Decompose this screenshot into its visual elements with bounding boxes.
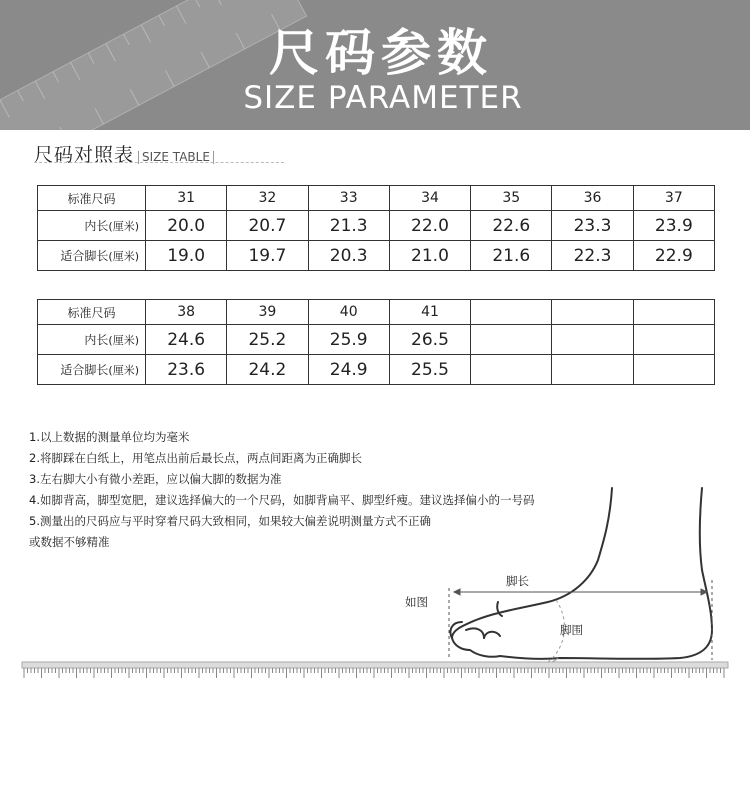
unit-label: (厘米) bbox=[108, 250, 139, 263]
size-cell: 38 bbox=[146, 300, 227, 325]
value-cell: 25.9 bbox=[308, 325, 389, 355]
value-cell bbox=[552, 325, 633, 355]
value-cell: 23.3 bbox=[552, 211, 633, 241]
value-cell: 19.7 bbox=[227, 241, 308, 271]
section-title-en: SIZE TABLE bbox=[138, 151, 214, 164]
value-cell: 20.7 bbox=[227, 211, 308, 241]
table-row bbox=[38, 241, 715, 271]
size-table-2 bbox=[37, 299, 715, 385]
value-cell: 21.0 bbox=[389, 241, 470, 271]
value-cell: 22.6 bbox=[471, 211, 552, 241]
value-cell: 20.0 bbox=[146, 211, 227, 241]
value-cell: 23.9 bbox=[633, 211, 714, 241]
size-cell bbox=[552, 300, 633, 325]
note-item: 或数据不够精准 bbox=[29, 535, 110, 549]
page-title: 尺码参数 bbox=[269, 24, 493, 82]
note-item: 4.如脚背高，脚型宽肥，建议选择偏大的一个尺码，如脚背扁平、脚型纤瘦。建议选择偏小的一号码 bbox=[29, 493, 535, 507]
size-cell: 41 bbox=[389, 300, 470, 325]
row-label bbox=[38, 355, 146, 385]
header-banner bbox=[0, 0, 750, 130]
section-title: 尺码对照表 bbox=[34, 144, 135, 166]
value-cell: 22.9 bbox=[633, 241, 714, 271]
size-cell: 35 bbox=[471, 186, 552, 211]
section-divider bbox=[34, 162, 284, 163]
value-cell bbox=[471, 325, 552, 355]
size-cell: 33 bbox=[308, 186, 389, 211]
size-cell bbox=[471, 300, 552, 325]
size-cell bbox=[633, 300, 714, 325]
note-item: 3.左右脚大小有微小差距，应以偏大脚的数据为准 bbox=[29, 472, 282, 486]
table-row bbox=[38, 325, 715, 355]
value-cell bbox=[633, 325, 714, 355]
example-label: 如图 bbox=[405, 595, 428, 609]
size-cell: 40 bbox=[308, 300, 389, 325]
value-cell: 22.0 bbox=[389, 211, 470, 241]
value-cell bbox=[471, 355, 552, 385]
page-subtitle: SIZE PARAMETER bbox=[243, 80, 523, 116]
value-cell: 21.3 bbox=[308, 211, 389, 241]
unit-label: (厘米) bbox=[108, 364, 139, 377]
foot-length-dimension-icon bbox=[449, 580, 712, 660]
row-label: 标准尺码 bbox=[38, 300, 146, 325]
ruler-icon bbox=[22, 662, 728, 678]
value-cell: 24.2 bbox=[227, 355, 308, 385]
foot-measure-illustration bbox=[0, 480, 750, 710]
row-label-text: 适合脚长 bbox=[60, 249, 109, 263]
value-cell: 24.6 bbox=[146, 325, 227, 355]
row-label: 标准尺码 bbox=[38, 186, 146, 211]
table-row bbox=[38, 300, 715, 325]
foot-length-label: 脚长 bbox=[506, 574, 529, 588]
size-cell: 36 bbox=[552, 186, 633, 211]
row-label bbox=[38, 211, 146, 241]
note-item: 5.测量出的尺码应与平时穿着尺码大致相同，如果较大偏差说明测量方式不正确 bbox=[29, 514, 431, 528]
size-cell: 31 bbox=[146, 186, 227, 211]
unit-label: (厘米) bbox=[108, 220, 139, 233]
value-cell: 20.3 bbox=[308, 241, 389, 271]
table-row bbox=[38, 186, 715, 211]
foot-girth-label: 脚围 bbox=[560, 623, 583, 637]
value-cell bbox=[633, 355, 714, 385]
table-row bbox=[38, 355, 715, 385]
size-cell: 39 bbox=[227, 300, 308, 325]
row-label-text: 适合脚长 bbox=[60, 363, 109, 377]
value-cell bbox=[552, 355, 633, 385]
value-cell: 26.5 bbox=[389, 325, 470, 355]
row-label bbox=[38, 241, 146, 271]
value-cell: 22.3 bbox=[552, 241, 633, 271]
value-cell: 25.2 bbox=[227, 325, 308, 355]
value-cell: 24.9 bbox=[308, 355, 389, 385]
size-table-1 bbox=[37, 185, 715, 271]
row-label bbox=[38, 325, 146, 355]
unit-label: (厘米) bbox=[108, 334, 139, 347]
value-cell: 19.0 bbox=[146, 241, 227, 271]
row-label-text: 内长 bbox=[84, 219, 109, 233]
size-cell: 34 bbox=[389, 186, 470, 211]
note-item: 2.将脚踩在白纸上，用笔点出前后最长点，两点间距离为正确脚长 bbox=[29, 451, 362, 465]
note-item: 1.以上数据的测量单位均为毫米 bbox=[29, 430, 190, 444]
size-cell: 32 bbox=[227, 186, 308, 211]
size-cell: 37 bbox=[633, 186, 714, 211]
value-cell: 21.6 bbox=[471, 241, 552, 271]
value-cell: 25.5 bbox=[389, 355, 470, 385]
table-row bbox=[38, 211, 715, 241]
row-label-text: 内长 bbox=[84, 333, 109, 347]
value-cell: 23.6 bbox=[146, 355, 227, 385]
